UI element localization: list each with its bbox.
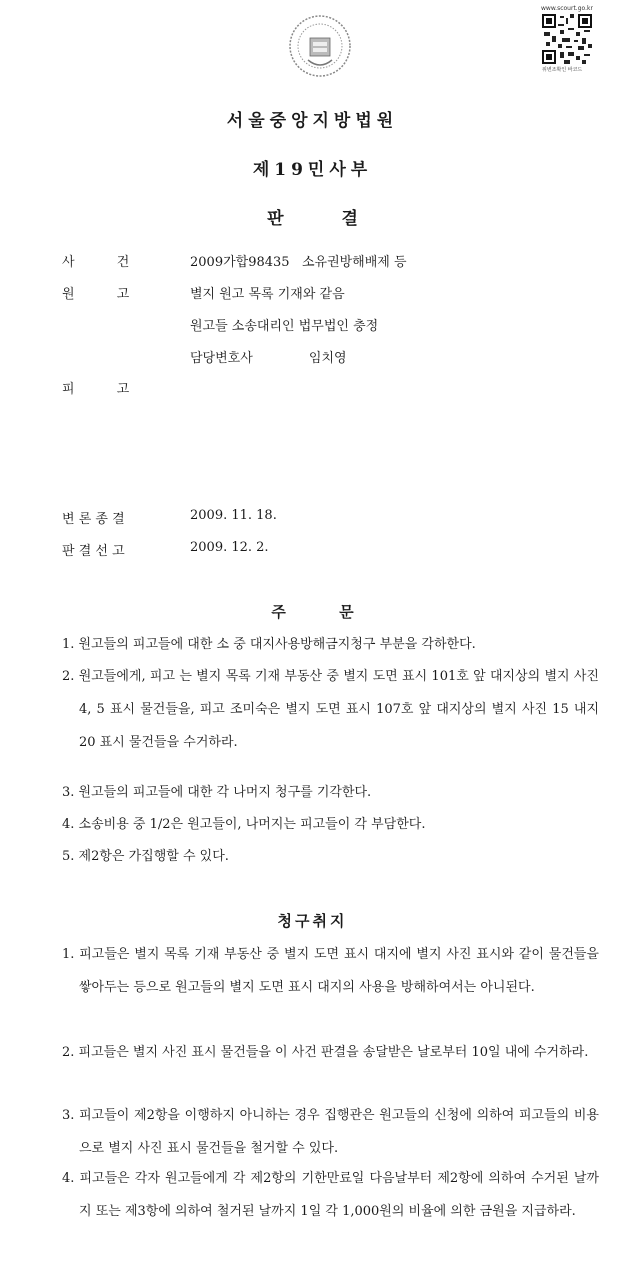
plaintiff-line: 별지 원고 목록 기재와 같음 bbox=[190, 287, 345, 302]
order-title: 주 문 bbox=[271, 603, 354, 621]
plaintiff-line: 원고들 소송대리인 법무법인 충정 bbox=[190, 319, 379, 334]
claim-item: 3. 피고들이 제2항을 이행하지 아니하는 경우 집행관은 원고들의 신청에 의하여 피고들의 비용으로 별지 사진 표시 물건들을 철거할 수 있다. bbox=[62, 1108, 599, 1156]
claim-item: 4. 피고들은 각자 원고들에게 각 제2항의 기한만료일 다음날부터 제2항에 의하여 수거된 날까지 또는 제3항에 의하여 철거된 날까지 1일 각 1,000원의 비율에 의한 금원을 지급하라. bbox=[62, 1171, 599, 1219]
case-value: 2009가합98435 소유권방해배제 등 bbox=[190, 255, 407, 270]
division-name: 제19민사부 bbox=[252, 160, 373, 180]
qr-caption: 위변조확인 바코드 bbox=[542, 67, 583, 73]
plaintiff-label: 원 고 bbox=[62, 287, 130, 302]
order-item: 3. 원고들의 피고들에 대한 각 나머지 청구를 기각한다. bbox=[62, 785, 372, 800]
plaintiff-line: 담당변호사 임치영 bbox=[190, 351, 347, 366]
order-item: 1. 원고들의 피고들에 대한 소 중 대지사용방해금지청구 부분을 각하한다. bbox=[62, 637, 476, 652]
closing-value: 2009. 11. 18. bbox=[190, 508, 277, 523]
claim-item: 2. 피고들은 별지 사진 표시 물건들을 이 사건 판결을 송달받은 날로부터 10일 내에 수거하라. bbox=[62, 1045, 589, 1060]
order-item: 2. 원고들에게, 피고 는 별지 목록 기재 부동산 중 별지 도면 표시 101호 앞 대지상의 별지 사진 4, 5 표시 물건들을, 피고 조미숙은 별지 도면 표시 107호 앞 대지상의 별지 사진 15 내지 20 표시 물건들을 수거하라. bbox=[62, 669, 599, 750]
qr-code-icon bbox=[542, 14, 592, 64]
claim-item: 1. 피고들은 별지 목록 기재 부동산 중 별지 도면 표시 대지에 별지 사진 표시와 같이 물건들을 쌓아두는 등으로 원고들의 별지 도면 표시 대지의 사용을 방해하여서는 아니된다. bbox=[62, 947, 599, 995]
closing-label: 변 론 종 결 bbox=[62, 512, 125, 527]
qr-url: www.scourt.go.kr bbox=[541, 5, 593, 12]
sentence-label: 판 결 선 고 bbox=[62, 544, 125, 559]
sentence-value: 2009. 12. 2. bbox=[190, 540, 269, 555]
judgment-title: 판 결 bbox=[267, 209, 358, 229]
order-item: 5. 제2항은 가집행할 수 있다. bbox=[62, 849, 229, 864]
court-seal-icon bbox=[288, 14, 352, 78]
court-name: 서울중앙지방법원 bbox=[226, 111, 399, 131]
case-label: 사 건 bbox=[62, 255, 130, 270]
order-item: 4. 소송비용 중 1/2은 원고들이, 나머지는 피고들이 각 부담한다. bbox=[62, 817, 426, 832]
claim-title: 청구취지 bbox=[277, 912, 348, 930]
defendant-label: 피 고 bbox=[62, 382, 130, 397]
